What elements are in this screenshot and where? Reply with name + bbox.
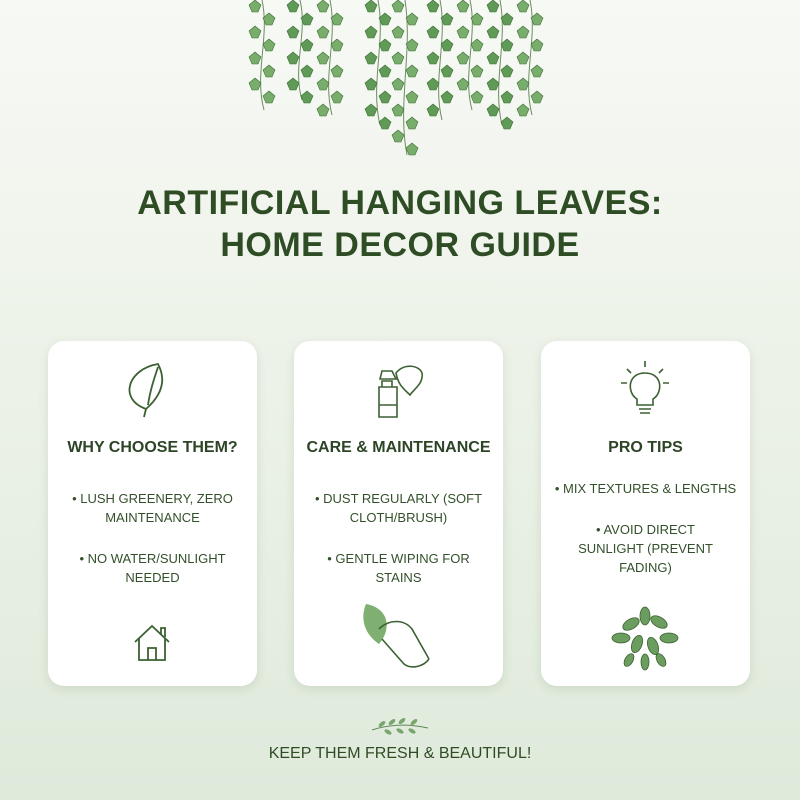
ivy-leaf: [263, 65, 275, 77]
ivy-leaf: [487, 52, 499, 64]
ivy-leaf: [379, 117, 391, 129]
page-title: [0, 182, 800, 266]
spray-bottle-cloth-icon: [294, 359, 503, 419]
ivy-leaf: [287, 78, 299, 90]
ivy-leaf: [287, 26, 299, 38]
ivy-leaf: [287, 52, 299, 64]
list-item: • NO WATER/SUNLIGHT NEEDED: [48, 549, 257, 587]
list-item: • MIX TEXTURES & LENGTHS: [541, 479, 750, 498]
vine-stem: [404, 0, 408, 155]
ivy-leaf: [517, 52, 529, 64]
ivy-leaf: [501, 91, 513, 103]
ivy-leaf: [457, 78, 469, 90]
list-item: • LUSH GREENERY, ZERO MAINTENANCE: [48, 489, 257, 527]
ivy-leaf: [301, 39, 313, 51]
ivy-leaf: [406, 117, 418, 129]
ivy-leaf: [471, 65, 483, 77]
ivy-leaf: [406, 143, 418, 155]
vine-stem: [299, 0, 303, 100]
vine-stem: [261, 0, 265, 110]
ivy-leaf: [441, 91, 453, 103]
card-pro-tips: [541, 341, 750, 686]
card-why-choose: [48, 341, 257, 686]
card-heading: CARE & MAINTENANCE: [306, 439, 491, 456]
ivy-leaf: [392, 26, 404, 38]
hand-wiping-leaf-icon: [294, 604, 503, 674]
ivy-leaf: [471, 91, 483, 103]
footer-tagline: KEEP THEM FRESH & BEAUTIFUL!: [268, 745, 532, 762]
ivy-leaf: [406, 39, 418, 51]
title-line-1: ARTIFICIAL HANGING LEAVES:: [137, 184, 663, 222]
ivy-leaf: [287, 0, 299, 12]
ivy-leaf: [331, 39, 343, 51]
vine-stem: [469, 0, 473, 110]
ivy-leaf: [365, 0, 377, 12]
ivy-leaf: [249, 78, 261, 90]
ivy-leaf: [471, 39, 483, 51]
leaf-icon: [48, 359, 257, 419]
ivy-leaf: [441, 65, 453, 77]
ivy-leaf: [249, 0, 261, 12]
ivy-leaf: [249, 52, 261, 64]
ivy-leaf: [517, 104, 529, 116]
ivy-leaf: [501, 117, 513, 129]
ivy-leaf: [457, 52, 469, 64]
house-icon: [48, 604, 257, 674]
ivy-leaf: [441, 39, 453, 51]
ivy-leaf: [531, 91, 543, 103]
ivy-leaf: [427, 26, 439, 38]
ivy-leaf: [427, 104, 439, 116]
ivy-leaf: [406, 91, 418, 103]
ivy-leaf: [317, 104, 329, 116]
ivy-leaf: [501, 65, 513, 77]
ivy-leaf: [427, 0, 439, 12]
ivy-leaf: [392, 104, 404, 116]
ivy-leaf: [379, 39, 391, 51]
ivy-leaf: [501, 13, 513, 25]
title-line-2: HOME DECOR GUIDE: [220, 226, 580, 264]
hanging-ivy-illustration: [0, 0, 800, 170]
ivy-leaf: [317, 0, 329, 12]
ivy-leaf: [487, 78, 499, 90]
ivy-leaf: [457, 26, 469, 38]
ivy-leaf: [392, 52, 404, 64]
ivy-leaf: [531, 39, 543, 51]
ivy-leaf: [365, 104, 377, 116]
ivy-leaf: [487, 104, 499, 116]
ivy-leaf: [427, 52, 439, 64]
ivy-leaf: [392, 78, 404, 90]
ivy-leaf: [392, 130, 404, 142]
ivy-leaf: [427, 78, 439, 90]
list-item: • DUST REGULARLY (SOFT CLOTH/BRUSH): [294, 489, 503, 527]
card-heading: PRO TIPS: [608, 439, 683, 456]
ivy-leaf: [317, 78, 329, 90]
list-item: • GENTLE WIPING FOR STAINS: [294, 549, 503, 587]
sprig-icon: [370, 716, 430, 738]
ivy-leaf: [501, 39, 513, 51]
ivy-leaf: [263, 91, 275, 103]
ivy-leaf: [365, 78, 377, 90]
ivy-leaf: [517, 26, 529, 38]
lightbulb-icon: [541, 359, 750, 419]
ivy-leaf: [406, 13, 418, 25]
ivy-leaf: [331, 91, 343, 103]
ivy-leaf: [517, 78, 529, 90]
ivy-leaf: [487, 26, 499, 38]
ivy-leaf: [379, 91, 391, 103]
ivy-leaf: [379, 65, 391, 77]
card-heading: WHY CHOOSE THEM?: [67, 439, 238, 456]
ivy-leaf: [487, 0, 499, 12]
ivy-leaf: [457, 0, 469, 12]
ivy-leaf: [517, 0, 529, 12]
hanging-plant-icon: [541, 604, 750, 674]
ivy-leaf: [301, 91, 313, 103]
ivy-leaf: [331, 65, 343, 77]
ivy-leaf: [406, 65, 418, 77]
ivy-leaf: [531, 65, 543, 77]
ivy-leaf: [249, 26, 261, 38]
ivy-leaf: [263, 39, 275, 51]
ivy-leaf: [365, 26, 377, 38]
ivy-leaf: [365, 52, 377, 64]
list-item: • AVOID DIRECT SUNLIGHT (PREVENT FADING): [541, 520, 750, 577]
card-care-maintenance: [294, 341, 503, 686]
ivy-leaf: [301, 65, 313, 77]
ivy-leaf: [392, 0, 404, 12]
ivy-leaf: [379, 13, 391, 25]
ivy-leaf: [317, 26, 329, 38]
ivy-leaf: [317, 52, 329, 64]
